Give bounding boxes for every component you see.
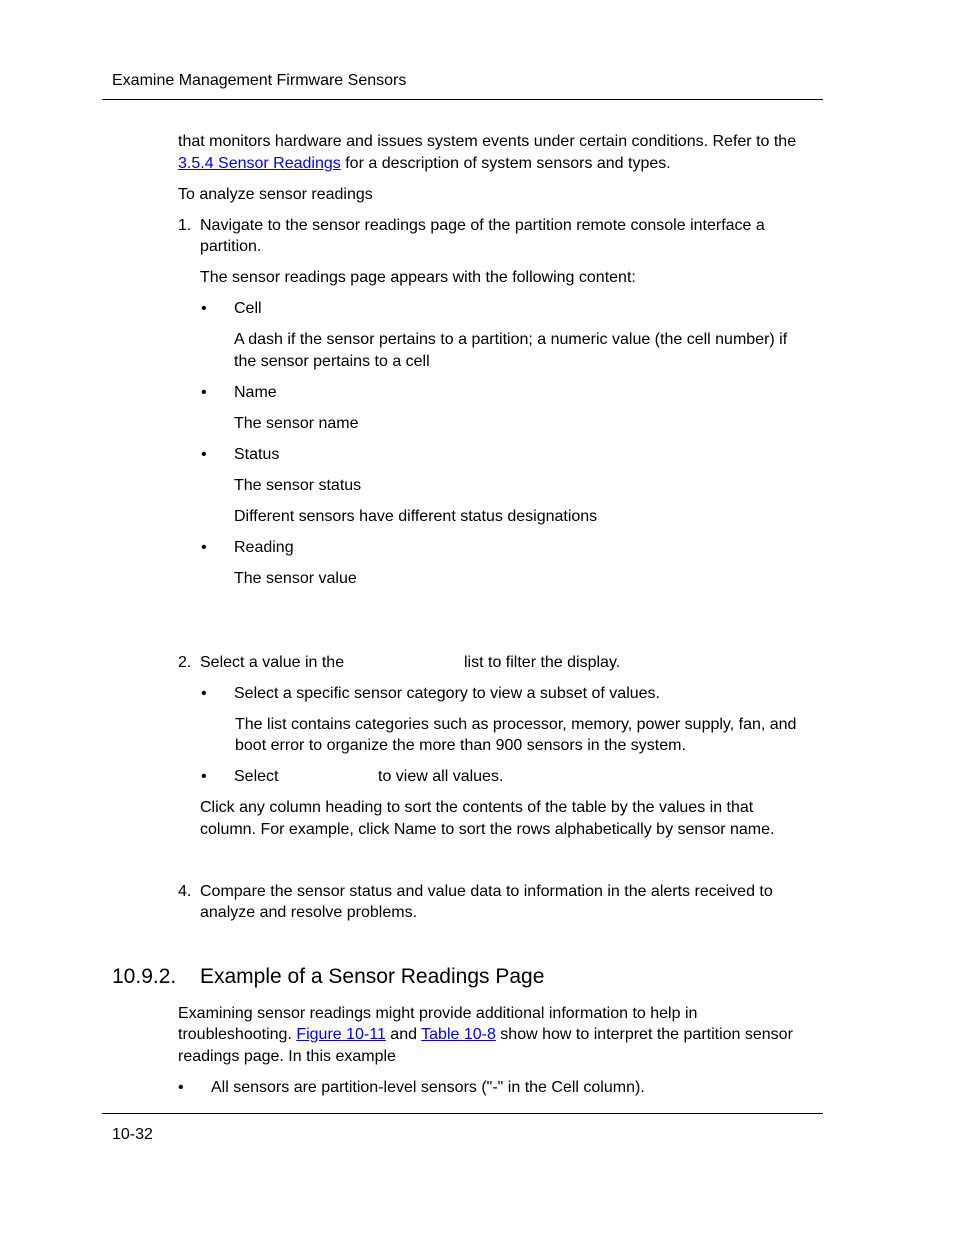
step-1-line-2: partition. <box>200 238 262 255</box>
sort-note-line-2: column. For example, click Name to sort the rows alphabetically by sensor name. <box>200 821 775 838</box>
section-bullet: All sensors are partition-level sensors ("-" in the Cell column). <box>211 1079 645 1096</box>
step-1-content-intro: The sensor readings page appears with the following content: <box>200 269 636 286</box>
step-2-text-before: Select a value in the <box>200 654 345 671</box>
step-1-line-1: Navigate to the sensor readings page of the partition remote console interface a <box>200 217 765 234</box>
step-2-bullet-1: Select a specific sensor category to view a subset of values. <box>234 685 660 702</box>
intro-line-1: that monitors hardware and issues system events under certain conditions. Refer to the <box>178 133 797 150</box>
field-reading-desc: The sensor value <box>234 570 357 587</box>
section-para-line-1: Examining sensor readings might provide additional information to help in <box>178 1005 698 1022</box>
running-header: Examine Management Firmware Sensors <box>112 72 407 89</box>
field-cell-desc-1: A dash if the sensor pertains to a partition; a numeric value (the cell number) if <box>234 331 788 348</box>
bullet: • <box>201 384 207 401</box>
sort-note-line-1: Click any column heading to sort the contents of the table by the values in that <box>200 799 754 816</box>
field-reading-name: Reading <box>234 539 294 556</box>
section-number: 10.9.2. <box>112 965 177 988</box>
step-2-bullet-2-before: Select <box>234 768 279 785</box>
table-10-8-link[interactable]: Table 10-8 <box>421 1026 496 1043</box>
procedure-title: To analyze sensor readings <box>178 186 373 203</box>
bullet: • <box>178 1079 184 1096</box>
field-name-name: Name <box>234 384 277 401</box>
step-4-line-1: Compare the sensor status and value data to information in the alerts received to <box>200 883 773 900</box>
step-2-bullet-2-after: to view all values. <box>378 768 504 785</box>
step-2-number: 2. <box>178 654 192 671</box>
bullet: • <box>201 300 207 317</box>
section-para-line-3: readings page. In this example <box>178 1048 396 1065</box>
field-cell-desc-2: the sensor pertains to a cell <box>234 353 430 370</box>
bullet: • <box>201 685 207 702</box>
figure-10-11-link[interactable]: Figure 10-11 <box>296 1026 386 1043</box>
footer-rule <box>102 1113 823 1114</box>
step-2-text-after: list to filter the display. <box>464 654 621 671</box>
step-1-number: 1. <box>178 217 192 234</box>
step-4-line-2: analyze and resolve problems. <box>200 904 418 921</box>
step-2-bullet-1-desc-1: The list contains categories such as processor, memory, power supply, fan, and <box>235 716 797 733</box>
section-title: Example of a Sensor Readings Page <box>200 965 545 988</box>
intro-line-2-rest: for a description of system sensors and types. <box>340 155 671 172</box>
section-para-line-2-c: show how to interpret the partition sensor <box>495 1026 793 1043</box>
bullet: • <box>201 539 207 556</box>
section-para-line-2-b: and <box>385 1026 422 1043</box>
page-number: 10-32 <box>112 1126 153 1143</box>
field-status-name: Status <box>234 446 280 463</box>
sensor-readings-link[interactable]: 3.5.4 Sensor Readings <box>178 155 341 172</box>
section-para-line-2 <box>178 1024 793 1045</box>
field-status-desc-1: The sensor status <box>234 477 362 494</box>
bullet: • <box>201 446 207 463</box>
step-4-number: 4. <box>178 883 192 900</box>
field-cell-name: Cell <box>234 300 262 317</box>
bullet: • <box>201 768 207 785</box>
header-rule <box>102 99 823 100</box>
step-2-bullet-1-desc-2: boot error to organize the more than 900 sensors in the system. <box>235 737 686 754</box>
field-status-desc-2: Different sensors have different status designations <box>234 508 598 525</box>
field-name-desc: The sensor name <box>234 415 359 432</box>
intro-line-2 <box>178 153 671 174</box>
section-para-line-2-a: troubleshooting. <box>178 1026 297 1043</box>
